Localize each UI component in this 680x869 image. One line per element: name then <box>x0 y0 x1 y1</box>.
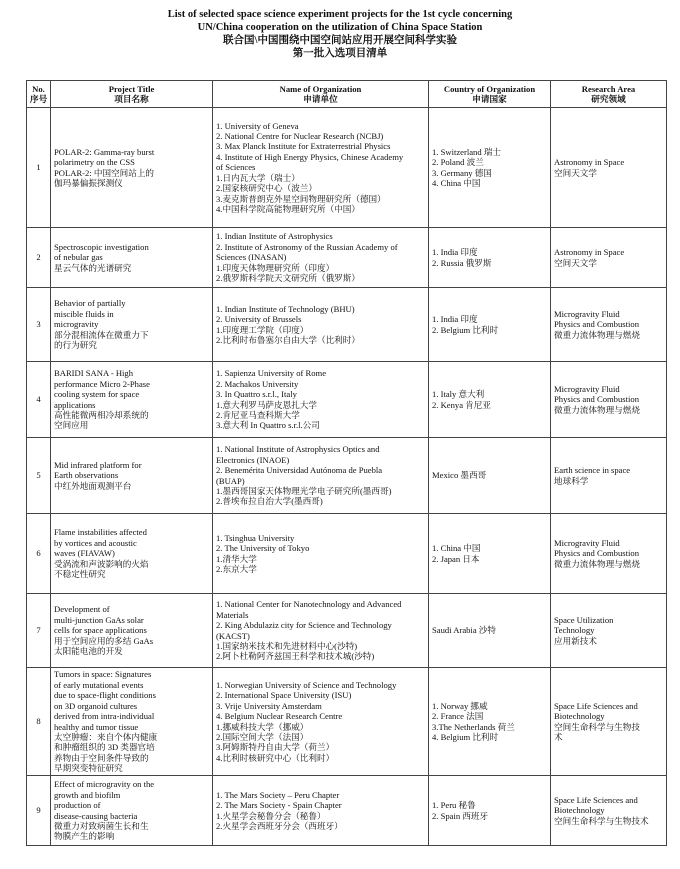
header-project-title: Project Title 项目名称 <box>51 81 213 108</box>
cell-line: 2. France 法国 <box>432 711 484 722</box>
project-title-cell <box>51 594 213 668</box>
cell-line: 3. Max Planck Institute for Extraterrestrial Physics <box>216 141 391 152</box>
cell-line: 2. Benemérita Universidad Autónoma de Puebla <box>216 465 383 476</box>
project-title-cell <box>51 228 213 288</box>
project-title-cell <box>51 668 213 776</box>
cell-line: Microgravity Fluid <box>554 383 620 394</box>
row-number: 5 <box>27 438 51 514</box>
country-cell <box>429 108 551 228</box>
table-row <box>27 362 667 438</box>
cell-line: production of <box>54 800 101 811</box>
row-number: 2 <box>27 228 51 288</box>
cell-line: of early mutational events <box>54 679 144 690</box>
cell-line: Space Life Sciences and <box>554 794 638 805</box>
country-cell <box>429 288 551 362</box>
table-row <box>27 288 667 362</box>
cell-line: Space Utilization <box>554 614 614 625</box>
cell-line: disease-causing bacteria <box>54 810 138 821</box>
cell-line: Astronomy in Space <box>554 247 625 258</box>
organization-cell <box>213 594 429 668</box>
cell-line: 养物由于空间条件导致的 <box>54 752 149 763</box>
cell-line: 1.印度理工学院（印度） <box>216 324 309 335</box>
cell-line: 1. National Center for Nanotechnology and Advanced <box>216 599 402 610</box>
cell-line: Saudi Arabia 沙特 <box>432 625 496 636</box>
cell-line: 2. Kenya 肯尼亚 <box>432 399 491 410</box>
research-area-cell <box>551 438 667 514</box>
cell-line: Earth science in space <box>554 465 631 476</box>
project-title-cell <box>51 288 213 362</box>
cell-line: waves (FIAVAW) <box>54 548 115 559</box>
cell-line: 微重力对致病菌生长和生 <box>54 820 149 831</box>
cell-line: 2.国际空间大学（法国） <box>216 731 309 742</box>
cell-line: healthy and tumor tissue <box>54 721 139 732</box>
cell-line: 3. Germany 德国 <box>432 167 492 178</box>
cell-line: 3.意大利 In Quattro s.r.l.公司 <box>216 420 320 431</box>
table-row <box>27 668 667 776</box>
organization-cell <box>213 776 429 846</box>
table-row <box>27 108 667 228</box>
cell-line: 2.肯尼亚马查科斯大学 <box>216 409 300 420</box>
cell-line: 不稳定性研究 <box>54 569 106 580</box>
cell-line: 空间生命科学与生物技术 <box>554 815 649 826</box>
cell-line: 2. University of Brussels <box>216 314 302 325</box>
cell-line: 1.日内瓦大学（瑞士） <box>216 172 300 183</box>
cell-line: 1. The Mars Society – Peru Chapter <box>216 789 340 800</box>
cell-line: Physics and Combustion <box>554 394 639 405</box>
cell-line: multi-junction GaAs solar <box>54 614 144 625</box>
row-number: 9 <box>27 776 51 846</box>
cell-line: due to space-flight conditions <box>54 690 156 701</box>
cell-line: 2.火星学会西班牙分会（西班牙） <box>216 820 343 831</box>
cell-line: 1. Norwegian University of Science and Technology <box>216 679 397 690</box>
organization-cell <box>213 228 429 288</box>
cell-line: 1. China 中国 <box>432 543 481 554</box>
cell-line: 2.阿卜杜勒阿齐兹国王科学和技术城(沙特) <box>216 651 375 662</box>
row-number: 6 <box>27 514 51 594</box>
cell-line: microgravity <box>54 319 99 330</box>
cell-line: 1.意大利罗马萨皮恩扎大学 <box>216 399 317 410</box>
table-row <box>27 438 667 514</box>
country-cell <box>429 668 551 776</box>
cell-line: 星云气体的光谱研究 <box>54 262 132 273</box>
cell-line: 微重力流体物理与燃烧 <box>554 329 640 340</box>
table-row <box>27 594 667 668</box>
cell-line: 2. Russia 俄罗斯 <box>432 257 492 268</box>
row-number: 4 <box>27 362 51 438</box>
cell-line: Biotechnology <box>554 711 605 722</box>
organization-cell <box>213 108 429 228</box>
cell-line: 高性能微两相冷却系统的 <box>54 409 149 420</box>
cell-line: 部分混相流体在微重力下 <box>54 329 149 340</box>
title-line-3: 联合国\中国围绕中国空间站应用开展空间科学实验 <box>223 35 457 46</box>
cell-line: 1. University of Geneva <box>216 120 299 131</box>
research-area-cell <box>551 288 667 362</box>
cell-line: 1. Peru 秘鲁 <box>432 800 476 811</box>
row-number: 7 <box>27 594 51 668</box>
country-cell <box>429 438 551 514</box>
cell-line: 1. Sapienza University of Rome <box>216 368 327 379</box>
cell-line: 2. Belgium 比利时 <box>432 324 499 335</box>
row-number: 1 <box>27 108 51 228</box>
cell-line: 应用新技术 <box>554 635 597 646</box>
project-title-cell <box>51 108 213 228</box>
cell-line: 1. Tsinghua University <box>216 532 295 543</box>
cell-line: 1.挪威科技大学（挪威） <box>216 721 309 732</box>
cell-line: 2. The University of Tokyo <box>216 543 310 554</box>
cell-line: 1. India 印度 <box>432 247 478 258</box>
cell-line: cooling system for space <box>54 389 140 400</box>
country-cell <box>429 776 551 846</box>
country-cell <box>429 228 551 288</box>
cell-line: Microgravity Fluid <box>554 537 620 548</box>
header-research-area: Research Area 研究领域 <box>551 81 667 108</box>
cell-line: 2. Institute of Astronomy of the Russian Academy of <box>216 241 398 252</box>
cell-line: POLAR-2: Gamma-ray burst <box>54 146 155 157</box>
cell-line: Sciences (INASAN) <box>216 252 287 263</box>
cell-line: 1.印度天体物理研究所（印度） <box>216 262 335 273</box>
cell-line: 物膜产生的影响 <box>54 831 115 842</box>
cell-line: Biotechnology <box>554 805 605 816</box>
cell-line: Spectroscopic investigation <box>54 241 149 252</box>
cell-line: 4.比利时核研究中心（比利时） <box>216 752 335 763</box>
cell-line: 4. Belgium Nuclear Research Centre <box>216 711 343 722</box>
cell-line: 和肿瘤组织的 3D 类器官培 <box>54 742 155 753</box>
cell-line: 3.麦克斯普朗克外星空间物理研究所（德国） <box>216 193 386 204</box>
cell-line: 1. Indian Institute of Astrophysics <box>216 231 333 242</box>
cell-line: 1. India 印度 <box>432 314 478 325</box>
cell-line: 2.国家核研究中心（波兰） <box>216 183 317 194</box>
organization-cell <box>213 362 429 438</box>
cell-line: Physics and Combustion <box>554 319 639 330</box>
cell-line: 2. Japan 日本 <box>432 553 480 564</box>
cell-line: polarimetry on the CSS <box>54 157 135 168</box>
country-cell <box>429 362 551 438</box>
cell-line: 空间天文学 <box>554 257 597 268</box>
organization-cell <box>213 668 429 776</box>
cell-line: 早期突变特征研究 <box>54 763 123 774</box>
header-country: Country of Organization 申请国家 <box>429 81 551 108</box>
cell-line: performance Micro 2-Phase <box>54 378 150 389</box>
organization-cell <box>213 438 429 514</box>
cell-line: Mid infrared platform for <box>54 459 142 470</box>
cell-line: 1. Norway 挪威 <box>432 700 488 711</box>
organization-cell <box>213 514 429 594</box>
cell-line: 微重力流体物理与燃烧 <box>554 404 640 415</box>
cell-line: 3.阿姆斯特丹自由大学（荷兰） <box>216 742 335 753</box>
cell-line: derived from intra-individual <box>54 711 155 722</box>
cell-line: Materials <box>216 609 249 620</box>
cell-line: growth and biofilm <box>54 789 121 800</box>
cell-line: 太阳能电池的开发 <box>54 646 123 657</box>
row-number: 3 <box>27 288 51 362</box>
project-title-cell <box>51 776 213 846</box>
title-line-2: UN/China cooperation on the utilization of China Space Station <box>197 22 483 33</box>
title-line-4: 第一批入选项目清单 <box>292 48 388 59</box>
cell-line: 空间天文学 <box>554 167 597 178</box>
cell-line: Effect of microgravity on the <box>54 779 155 790</box>
cell-line: Mexico 墨西哥 <box>432 470 487 481</box>
cell-line: 1.火星学会秘鲁分会（秘鲁） <box>216 810 326 821</box>
cell-line: 1.国家纳米技术和先进材料中心(沙特) <box>216 640 358 651</box>
cell-line: Behavior of partially <box>54 298 126 309</box>
table-row <box>27 228 667 288</box>
cell-line: 1.清华大学 <box>216 553 257 564</box>
table-header-row <box>27 81 667 108</box>
cell-line: 2.比利时布鲁塞尔自由大学（比利时） <box>216 334 360 345</box>
cell-line: 4. China 中国 <box>432 177 481 188</box>
row-number: 8 <box>27 668 51 776</box>
cell-line: 2.东京大学 <box>216 563 257 574</box>
cell-line: 3. Vrije University Amsterdam <box>216 700 322 711</box>
cell-line: (KACST) <box>216 630 250 641</box>
organization-cell <box>213 288 429 362</box>
research-area-cell <box>551 776 667 846</box>
cell-line: Electronics (INAOE) <box>216 454 290 465</box>
cell-line: 2. Machakos University <box>216 378 299 389</box>
cell-line: 4. Institute of High Energy Physics, Chinese Academy <box>216 151 404 162</box>
project-title-cell <box>51 362 213 438</box>
project-title-cell <box>51 514 213 594</box>
header-organization: Name of Organization 申请单位 <box>213 81 429 108</box>
cell-line: 4.中国科学院高能物理研究所（中国） <box>216 203 360 214</box>
project-title-cell <box>51 438 213 514</box>
cell-line: 受涡流和声波影响的火焰 <box>54 558 149 569</box>
cell-line: cells for space applications <box>54 625 147 636</box>
cell-line: on 3D organoid cultures <box>54 700 138 711</box>
title-line-1: List of selected space science experiment projects for the 1st cycle concerning <box>167 9 513 20</box>
table-row <box>27 514 667 594</box>
cell-line: 空间应用 <box>54 420 89 431</box>
cell-line: (BUAP) <box>216 475 245 486</box>
cell-line: BARIDI SANA - High <box>54 368 134 379</box>
cell-line: 2. International Space University (ISU) <box>216 690 352 701</box>
cell-line: 3. In Quattro s.r.l., Italy <box>216 389 297 400</box>
country-cell <box>429 594 551 668</box>
cell-line: 的行为研究 <box>54 340 97 351</box>
cell-line: of nebular gas <box>54 252 103 263</box>
cell-line: 2. Spain 西班牙 <box>432 810 489 821</box>
cell-line: 2.普埃布拉自治大学(墨西哥) <box>216 496 323 507</box>
cell-line: 中红外地面观测平台 <box>54 480 132 491</box>
cell-line: by vortices and acoustic <box>54 537 137 548</box>
cell-line: Microgravity Fluid <box>554 308 620 319</box>
cell-line: Physics and Combustion <box>554 548 639 559</box>
cell-line: 伽玛暴偏振探测仪 <box>54 177 123 188</box>
cell-line: applications <box>54 399 96 410</box>
cell-line: 2. The Mars Society - Spain Chapter <box>216 800 342 811</box>
cell-line: 3.The Netherlands 荷兰 <box>432 721 515 732</box>
cell-line: POLAR-2: 中国空间站上的 <box>54 167 155 178</box>
research-area-cell <box>551 514 667 594</box>
cell-line: 术 <box>554 731 563 742</box>
cell-line: 2. King Abdulaziz city for Science and Technology <box>216 620 392 631</box>
document-heading <box>0 0 680 60</box>
cell-line: 微重力流体物理与燃烧 <box>554 558 640 569</box>
research-area-cell <box>551 362 667 438</box>
cell-line: 2. National Centre for Nuclear Research (NCBJ) <box>216 131 384 142</box>
table-row <box>27 776 667 846</box>
cell-line: 空间生命科学与生物技 <box>554 721 640 732</box>
cell-line: 4. Belgium 比利时 <box>432 731 499 742</box>
cell-line: Earth observations <box>54 470 119 481</box>
cell-line: Flame instabilities affected <box>54 527 147 538</box>
header-no: No. 序号 <box>27 81 51 108</box>
research-area-cell <box>551 594 667 668</box>
cell-line: 2. Poland 波兰 <box>432 157 484 168</box>
cell-line: 1. Switzerland 瑞士 <box>432 146 501 157</box>
cell-line: Astronomy in Space <box>554 157 625 168</box>
cell-line: 1. Indian Institute of Technology (BHU) <box>216 303 355 314</box>
cell-line: 1. Italy 意大利 <box>432 389 485 400</box>
cell-line: Space Life Sciences and <box>554 700 638 711</box>
cell-line: of Sciences <box>216 162 256 173</box>
country-cell <box>429 514 551 594</box>
research-area-cell <box>551 668 667 776</box>
cell-line: Development of <box>54 604 110 615</box>
cell-line: miscible fluids in <box>54 308 114 319</box>
projects-table <box>26 80 667 846</box>
cell-line: Technology <box>554 625 595 636</box>
research-area-cell <box>551 108 667 228</box>
cell-line: 用于空间应用的多结 GaAs <box>54 635 154 646</box>
cell-line: Tumors in space: Signatures <box>54 669 152 680</box>
cell-line: 2.俄罗斯科学院天文研究所（俄罗斯） <box>216 273 360 284</box>
cell-line: 地球科学 <box>554 475 589 486</box>
cell-line: 1.墨西哥国家天体物理光学电子研究所(墨西哥) <box>216 485 392 496</box>
research-area-cell <box>551 228 667 288</box>
cell-line: 1. National Institute of Astrophysics Optics and <box>216 444 380 455</box>
cell-line: 太空肿瘤：来自个体内健康 <box>54 731 158 742</box>
